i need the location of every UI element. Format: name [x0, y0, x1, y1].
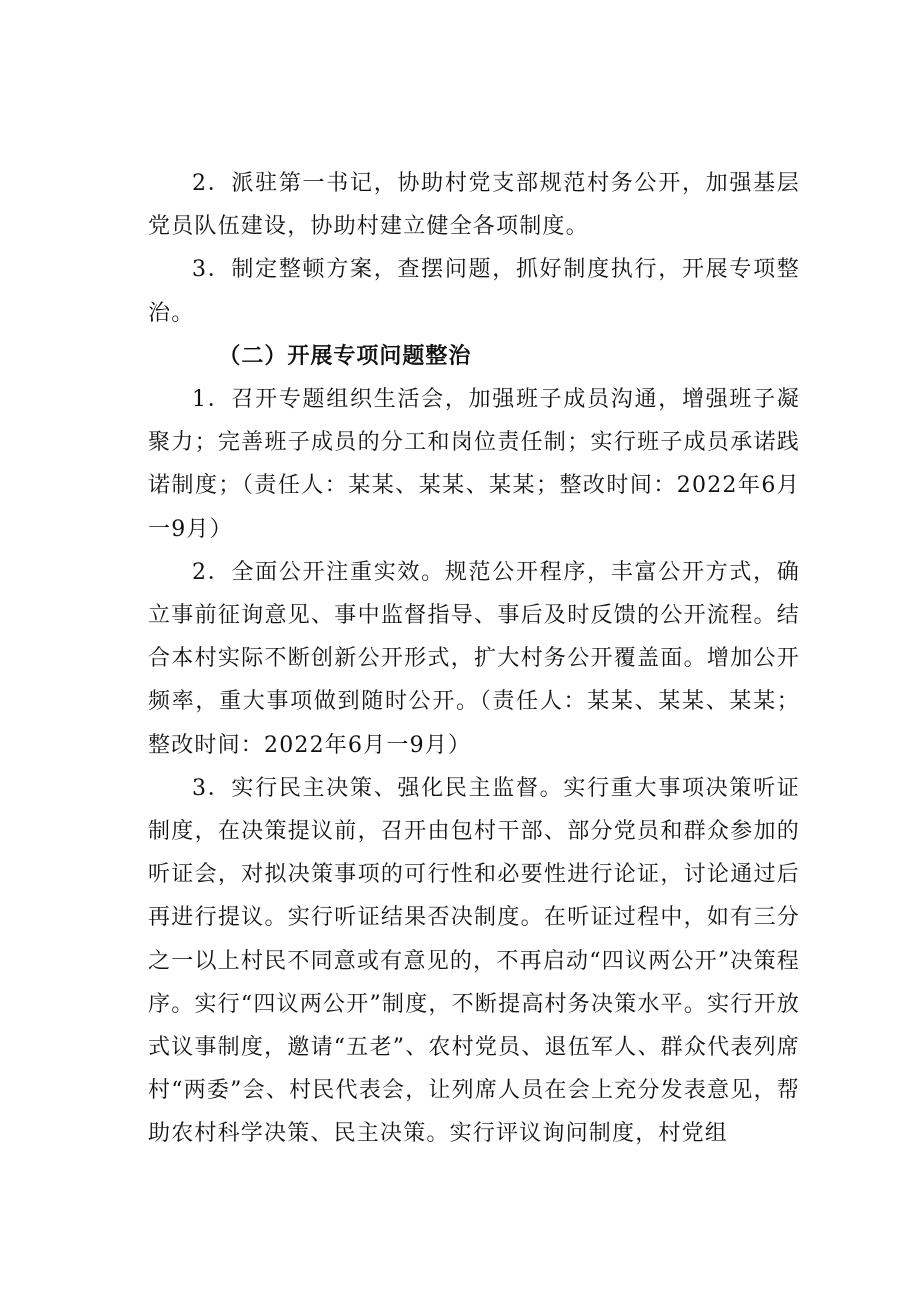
- paragraph-item-3: 3．制定整顿方案，查摆问题，抓好制度执行，开展专项整治。: [148, 257, 800, 326]
- paragraph-rectification-3: 3．实行民主决策、强化民主监督。实行重大事项决策听证制度，在决策提议前，召开由包村干部、部分党员和群众参加的听证会，对拟决策事项的可行性和必要性进行论证，讨论通过后再进行提议。实行听证结果否决制度。在听证过程中，如有三分之一以上村民不同意或有意见的，不再启动“四议两公开”决策程序。实行“四议两公开”制度，不断提高村务决策水平。实行开放式议事制度，邀请“五老”、农村党员、退伍军人、群众代表列席村“两委”会、村民代表会，让列席人员在会上充分发表意见，帮助农村科学决策、民主决策。实行评议询问制度，村党组: [148, 775, 800, 1147]
- paragraph-rectification-2: 2．全面公开注重实效。规范公开程序，丰富公开方式，确立事前征询意见、事中监督指导、事后及时反馈的公开流程。结合本村实际不断创新公开形式，扩大村务公开覆盖面。增加公开频率，重大事项做到随时公开。（责任人：某某、某某、某某；整改时间：2022年6月一9月）: [148, 559, 800, 758]
- document-body: [148, 162, 800, 1156]
- paragraph-rectification-1: 1．召开专题组织生活会，加强班子成员沟通，增强班子凝聚力；完善班子成员的分工和岗位责任制；实行班子成员承诺践诺制度；（责任人：某某、某某、某某；整改时间：2022年6月一9月）: [148, 387, 800, 542]
- paragraph-item-2: 2．派驻第一书记，协助村党支部规范村务公开，加强基层党员队伍建设，协助村建立健全各项制度。: [148, 171, 800, 240]
- section-heading: （二）开展专项问题整治: [218, 343, 472, 369]
